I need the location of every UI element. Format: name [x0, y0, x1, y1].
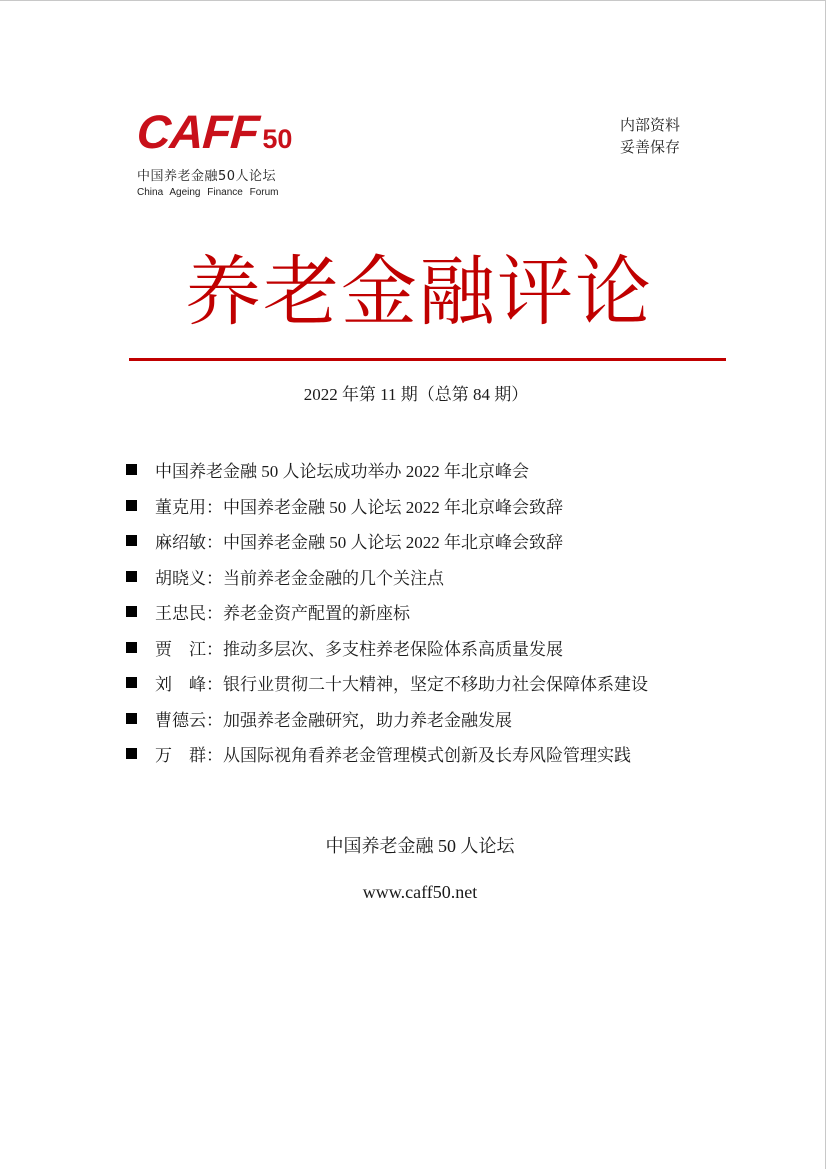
contents-item-text: 刘 峰：银行业贯彻二十大精神，坚定不移助力社会保障体系建设: [155, 675, 648, 695]
square-bullet-icon: [126, 677, 137, 688]
table-of-contents: [126, 452, 648, 772]
square-bullet-icon: [126, 535, 137, 546]
contents-item-text: 贾 江：推动多层次、多支柱养老保险体系高质量发展: [155, 639, 563, 659]
contents-item: [126, 523, 648, 559]
contents-item: [126, 701, 648, 737]
contents-item: [126, 488, 648, 524]
confidential-notice: [620, 115, 680, 159]
square-bullet-icon: [126, 500, 137, 511]
contents-item-text: 王忠民：养老金资产配置的新座标: [155, 604, 410, 624]
logo-english-name: China Ageing Finance Forum: [137, 187, 279, 198]
contents-item: [126, 736, 648, 772]
logo-caff-text: CAFF: [135, 105, 261, 158]
contents-item-text: 胡晓义：当前养老金金融的几个关注点: [155, 568, 444, 588]
square-bullet-icon: [126, 713, 137, 724]
square-bullet-icon: [126, 642, 137, 653]
contents-item-text: 万 群：从国际视角看养老金管理模式创新及长寿风险管理实践: [155, 746, 631, 766]
logo-50-text: 50: [262, 124, 293, 154]
notice-line-internal: 内部资料: [620, 118, 681, 134]
title-divider: [129, 358, 726, 361]
footer-website-link[interactable]: www.caff50.net: [362, 882, 478, 902]
notice-line-keep-safe: 妥善保存: [620, 140, 681, 156]
contents-item: [126, 665, 648, 701]
square-bullet-icon: [126, 571, 137, 582]
square-bullet-icon: [126, 606, 137, 617]
square-bullet-icon: [126, 748, 137, 759]
square-bullet-icon: [126, 464, 137, 475]
logo-chinese-name: 中国养老金融50人论坛: [137, 169, 277, 184]
footer-organization: 中国养老金融 50 人论坛: [325, 836, 515, 856]
contents-item-text: 曹德云：加强养老金融研究，助力养老金融发展: [155, 710, 512, 730]
contents-item: [126, 594, 648, 630]
contents-item-text: 董克用：中国养老金融 50 人论坛 2022 年北京峰会致辞: [155, 497, 563, 517]
issue-number: 2022 年第 11 期（总第 84 期）: [303, 385, 529, 404]
contents-item: [126, 452, 648, 488]
contents-item-text: 麻绍敏：中国养老金融 50 人论坛 2022 年北京峰会致辞: [155, 533, 563, 553]
contents-item-text: 中国养老金融 50 人论坛成功举办 2022 年北京峰会: [155, 462, 529, 482]
publication-title: 养老金融评论: [185, 247, 653, 336]
contents-item: [126, 630, 648, 666]
logo-mark: [135, 105, 307, 158]
caff50-logo: [135, 105, 307, 198]
contents-item: [126, 559, 648, 595]
